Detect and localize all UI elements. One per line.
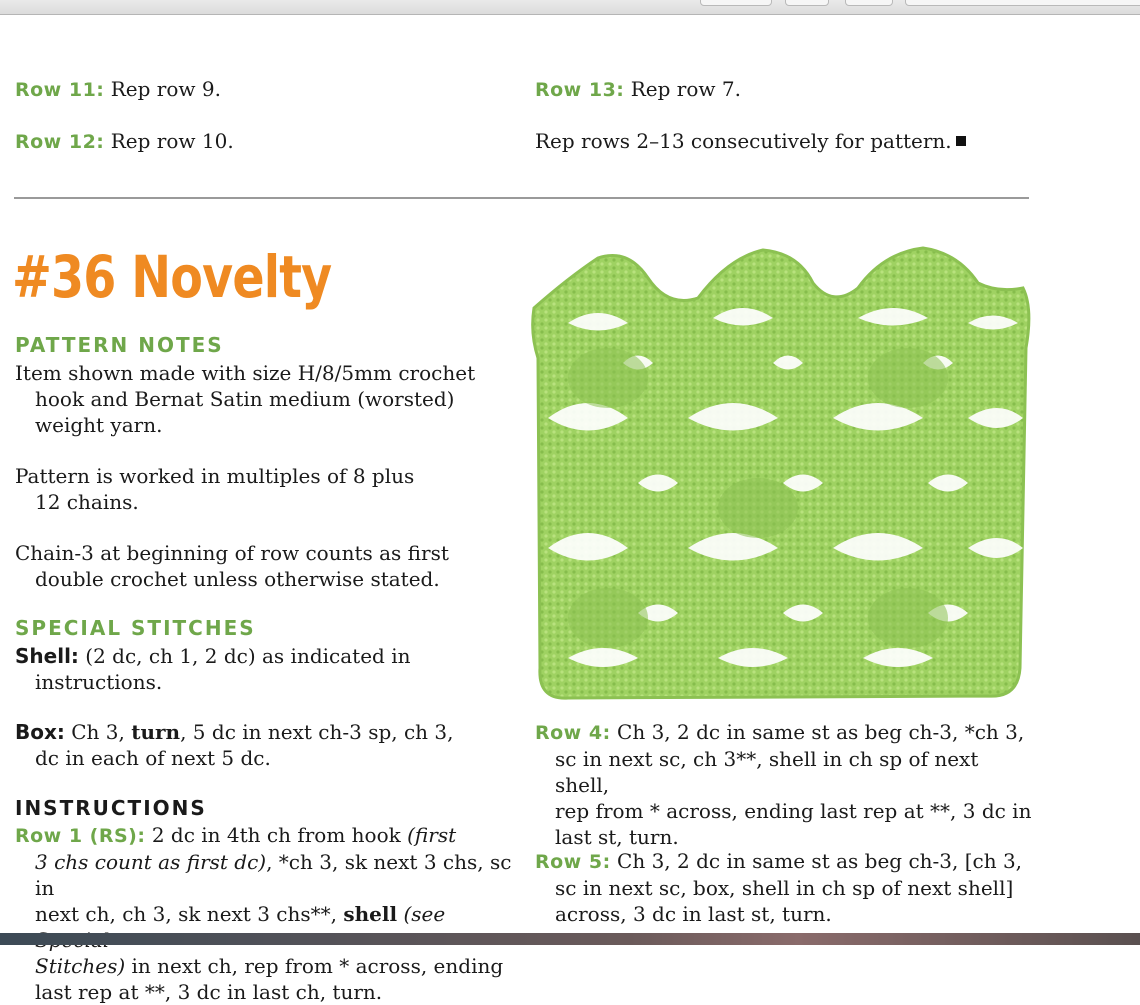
pattern-note-1: Item shown made with size H/8/5mm crochet hook and Bernat Satin medium (worsted) weight yarn. — [15, 361, 476, 437]
special-stitches-heading: SPECIAL STITCHES — [15, 616, 256, 640]
row-11: Row 11: Rep row 9. — [15, 77, 221, 101]
shell-stitch-def: Shell: (2 dc, ch 1, 2 dc) as indicated in instructions. — [15, 644, 411, 694]
row-5-instruction: Row 5: Ch 3, 2 dc in same st as beg ch-3, [ch 3, sc in next sc, box, shell in ch sp of next shell] across, 3 dc in last st, turn. — [535, 849, 1023, 926]
pattern-notes-heading: PATTERN NOTES — [15, 333, 224, 357]
toolbar-button[interactable] — [845, 0, 893, 6]
bottom-dock-strip — [0, 933, 1140, 945]
toolbar-button[interactable] — [785, 0, 829, 6]
pattern-note-2: Pattern is worked in multiples of 8 plus 12 chains. — [15, 464, 415, 514]
toolbar-button[interactable] — [700, 0, 772, 6]
box-stitch-def: Box: Ch 3, turn, 5 dc in next ch-3 sp, ch 3, dc in each of next 5 dc. — [15, 720, 454, 770]
pattern-note-3: Chain-3 at beginning of row counts as first double crochet unless otherwise stated. — [15, 541, 449, 591]
section-divider — [14, 197, 1029, 199]
row-4-instruction: Row 4: Ch 3, 2 dc in same st as beg ch-3, *ch 3, sc in next sc, ch 3**, shell in ch sp of next shell, rep from * across, ending last rep at **, 3 dc in last st, turn. — [535, 720, 1032, 849]
end-mark-icon — [956, 136, 966, 146]
row-1-instruction: Row 1 (RS): 2 dc in 4th ch from hook (first 3 chs count as first dc), *ch 3, sk next 3 chs, sc in next ch, ch 3, sk next 3 chs**, shell (see Stitches) in next ch, rep from * across, ending last rep at **, 3 dc in last ch, turn. — [15, 823, 512, 1004]
instructions-heading: INSTRUCTIONS — [15, 796, 207, 820]
row-13: Row 13: Rep row 7. — [535, 77, 741, 101]
window-top-bar — [0, 0, 1140, 15]
pattern-title: #36 Novelty — [12, 243, 332, 311]
repeat-note: Rep rows 2–13 consecutively for pattern. — [535, 128, 966, 154]
crochet-swatch-photo — [528, 238, 1034, 703]
row-12: Row 12: Rep row 10. — [15, 129, 234, 153]
toolbar-field[interactable] — [905, 0, 1140, 6]
